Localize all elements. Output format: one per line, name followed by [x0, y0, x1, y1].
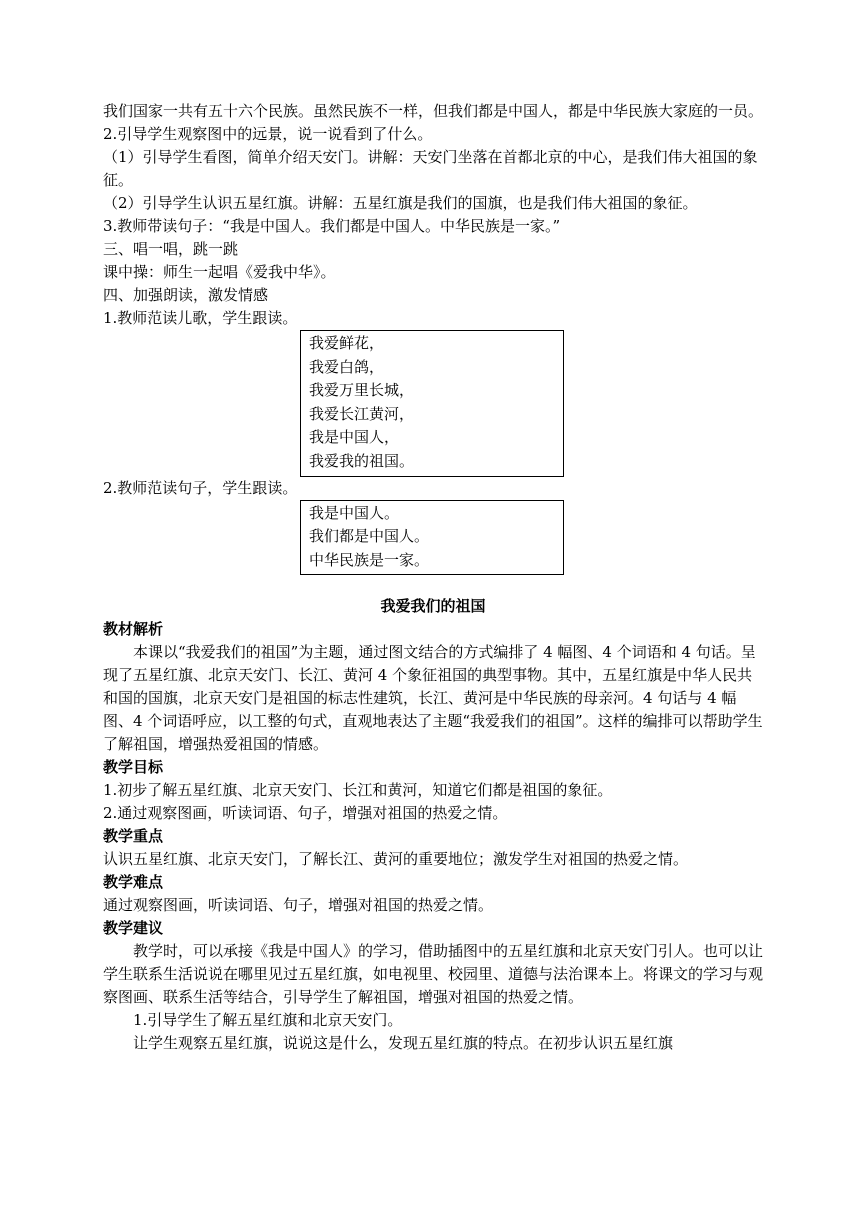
- section-three-heading: 三、唱一唱，跳一跳: [103, 240, 239, 258]
- intro-line-3: （1）引导学生看图，简单介绍天安门。讲解：天安门坐落在首都北京的中心，是我们伟大祖国的象征。: [103, 148, 758, 189]
- poem1-line: 我爱鲜花，: [309, 334, 385, 352]
- suggestions-body-2: 让学生观察五星红旗，说说这是什么，发现五星红旗的特点。在初步认识五星红旗: [133, 1034, 674, 1053]
- lesson-title: 我爱我们的祖国: [380, 597, 486, 616]
- analysis-body: 本课以“我爱我们的祖国”为主题，通过图文结合的方式编排了 4 幅图、4 个词语和 4 句话。呈现了五星红旗、北京天安门、长江、黄河 4 个象征祖国的典型事物。其中，五星红旗是中华人民共和国的国旗，北京天安门是祖国的标志性建筑，长江、黄河是中华民族的母亲河。4 句话与 4 幅图、4 个词语呼应，以工整的句式，直观地表达了主题“我爱我们的祖国”。这样的编排可以帮助学生了解祖国，增强热爱祖国的情感。: [103, 643, 763, 754]
- poem2-line: 我们都是中国人。: [309, 527, 430, 546]
- analysis-heading: 教材解析: [103, 620, 164, 639]
- poem1-line: 我爱万里长城，: [309, 381, 415, 400]
- suggestions-body-1: 教学时，可以承接《我是中国人》的学习，借助插图中的五星红旗和北京天安门引人。也可以让学生联系生活说说在哪里见过五星红旗，如电视里、校园里、道德与法治课本上。将课文的学习与观察图画、联系生活等结合，引导学生了解祖国，增强对祖国的热爱之情。: [103, 942, 764, 1007]
- intro-line-9: 1.教师范读儿歌，学生跟读。: [103, 309, 298, 327]
- section-four-heading: 四、加强朗读，激发情感: [103, 286, 269, 304]
- suggestions-heading: 教学建议: [103, 919, 164, 938]
- goal-item: 2.通过观察图画，听读词语、句子，增强对祖国的热爱之情。: [103, 804, 508, 823]
- poem-box-2: [300, 500, 564, 576]
- intro-line-1: 我们国家一共有五十六个民族。虽然民族不一样，但我们都是中国人，都是中华民族大家庭的一员。: [103, 102, 764, 120]
- poem2-line: 我是中国人。: [309, 503, 400, 522]
- intro-line-7: 课中操：师生一起唱《爱我中华》。: [103, 263, 336, 281]
- step-2-line: 2.教师范读句子，学生跟读。: [103, 478, 298, 497]
- difficulties-heading: 教学难点: [103, 873, 164, 892]
- goals-heading: 教学目标: [103, 758, 164, 777]
- intro-line-4: （2）引导学生认识五星红旗。讲解：五星红旗是我们的国旗，也是我们伟大祖国的象征。: [103, 194, 698, 212]
- poem1-line: 我爱白鸽，: [309, 357, 385, 376]
- suggestions-item-1: 1.引导学生了解五星红旗和北京天安门。: [133, 1011, 403, 1030]
- poem1-line: 我是中国人，: [309, 428, 400, 447]
- key-points-body: 认识五星红旗、北京天安门，了解长江、黄河的重要地位；激发学生对祖国的热爱之情。: [103, 850, 689, 869]
- intro-line-5: 3.教师带读句子：“我是中国人。我们都是中国人。中华民族是一家。”: [103, 217, 561, 235]
- difficulties-body: 通过观察图画，听读词语、句子，增强对祖国的热爱之情。: [103, 896, 494, 915]
- poem-box-1: [300, 330, 564, 477]
- poem1-line: 我爱长江黄河，: [309, 404, 415, 423]
- poem1-line: 我爱我的祖国。: [309, 451, 415, 470]
- page-content: [103, 100, 763, 1055]
- key-points-heading: 教学重点: [103, 827, 164, 846]
- goal-item: 1.初步了解五星红旗、北京天安门、长江和黄河，知道它们都是祖国的象征。: [103, 781, 613, 800]
- intro-line-2: 2.引导学生观察图中的远景，说一说看到了什么。: [103, 125, 433, 143]
- poem2-line: 中华民族是一家。: [309, 550, 430, 569]
